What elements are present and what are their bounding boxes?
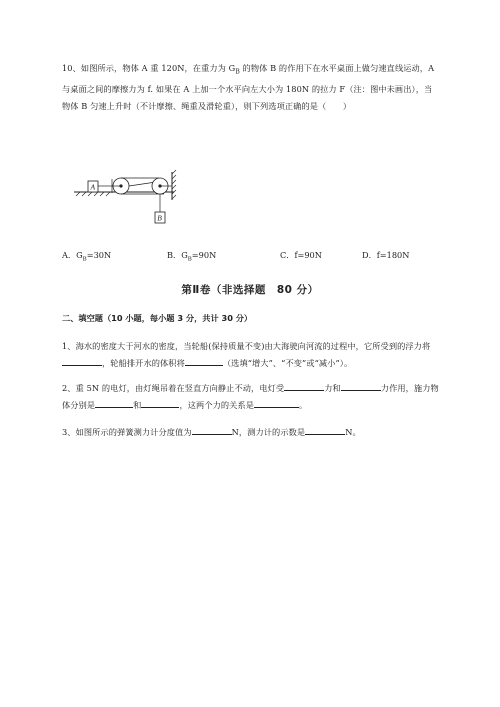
section-2-title: 二、填空题（10 小题，每小题 3 分，共计 30 分）: [62, 313, 253, 323]
option-b[interactable]: B．$G_B=90N$: [167, 250, 217, 263]
answer-blank[interactable]: [62, 356, 102, 366]
option-a[interactable]: A．$G_B=30N$: [62, 250, 112, 263]
answer-blank[interactable]: [305, 425, 345, 435]
question-1: 1、海水的密度大于河水的密度，当轮船(保持质量不变)由大海驶向河流的过程中，它所受到的浮力将，轮船排开水的体积将 （选填“增大”、“不变”或“减小”）。: [62, 341, 431, 368]
answer-blank[interactable]: [341, 381, 381, 391]
option-c[interactable]: C．f=90N: [280, 250, 322, 260]
wall-hatching: [172, 170, 176, 199]
part-2-title: 第Ⅱ卷（非选择题 80 分）: [181, 284, 319, 296]
question-2: 2、重 5N 的电灯，由灯绳吊着在竖直方向静止不动，电灯受 力和 力作用，施力物体分别是 和 ，这两个力的关系是 。: [62, 383, 439, 410]
subscript-b: B: [235, 68, 240, 76]
table-hatching: [76, 192, 110, 196]
label-b: B: [157, 213, 162, 223]
answer-blank[interactable]: [95, 398, 133, 408]
answer-blank[interactable]: [254, 398, 299, 408]
question-10: [62, 60, 440, 115]
question-10-text: 10、如图所示，物体 A 重 120N，在重力为 G: [62, 63, 236, 73]
label-a: A: [90, 182, 96, 192]
options-row: [62, 250, 442, 264]
option-d[interactable]: D．f=180N: [362, 250, 410, 260]
answer-blank[interactable]: [185, 356, 223, 366]
answer-blank[interactable]: [141, 398, 179, 408]
answer-blank[interactable]: [192, 425, 232, 435]
answer-blank[interactable]: [284, 381, 324, 391]
question-3: 3、如图所示的弹簧测力计分度值为 N，测力计的示数是 N。: [62, 427, 361, 437]
pulley-diagram: [72, 166, 192, 230]
question-10-text-cont: 的物体 B 的作用下在水平桌面上做匀速直线运动，A 与桌面之间的摩擦力为 f. 如果在 A 上加一个水平向左大小为 180N 的拉力 F（注：图中未画出），当物体 B 匀速上升时（不计摩擦、绳重及滑轮重），则下列选项正确的是（ ）: [62, 63, 435, 111]
